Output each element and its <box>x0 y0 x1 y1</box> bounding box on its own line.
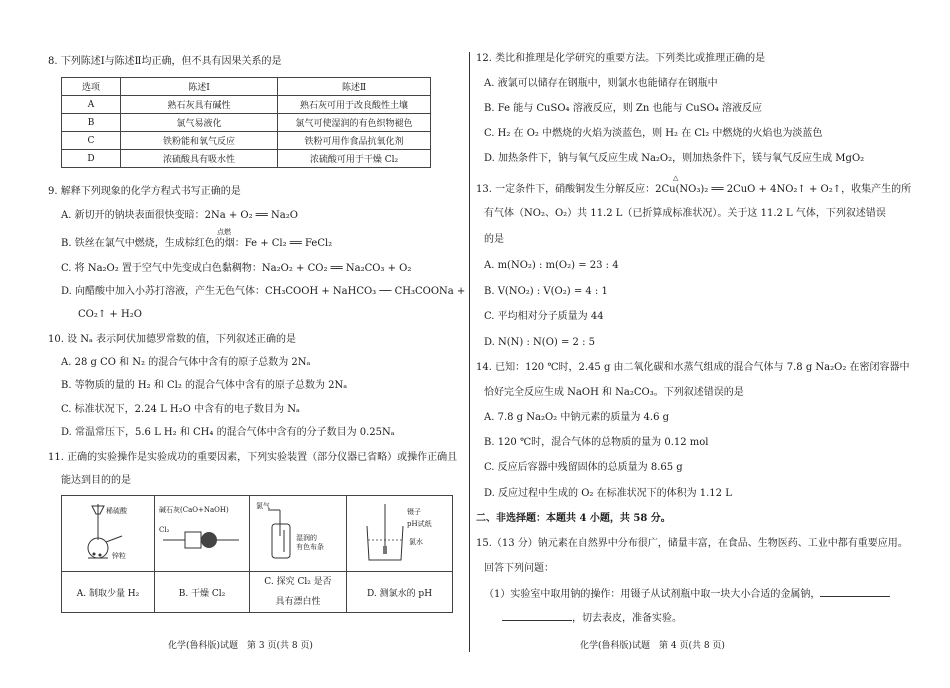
q12-option-b: B. Fe 能与 CuSO₄ 溶液反应，则 Zn 也能与 CuSO₄ 溶液反应 <box>484 103 762 114</box>
q14-stem-cont: 恰好完全反应生成 NaOH 和 Na₂CO₃。下列叙述错误的是 <box>484 387 744 398</box>
caption-a: A. 制取少量 H₂ <box>62 572 155 613</box>
caption-c-line2: 具有漂白性 <box>275 597 321 607</box>
table-cell: C <box>62 132 121 150</box>
q15-stem: 15.（13 分）钠元素在自然界中分布很广，储量丰富，在食品、生物医药、工业中都有重要应用。 <box>476 538 908 549</box>
caption-row <box>62 572 453 613</box>
figure-c <box>250 496 347 572</box>
figure-row <box>62 496 453 572</box>
figure-d <box>347 496 453 572</box>
table-cell: 浓硫酸具有吸水性 <box>121 150 278 168</box>
section-heading: 二、非选择题：本题共 4 小题，共 58 分。 <box>476 513 671 524</box>
q9-option-b: B. 铁丝在氯气中燃烧，生成棕红色的烟：Fe + Cl₂ ══ FeCl₂ <box>61 238 333 249</box>
caption-c-line1: C. 探究 Cl₂ 是否 <box>264 577 332 587</box>
q13-option-a: A. m(NO₂) : m(O₂) = 23 : 4 <box>484 260 619 271</box>
q14-option-c: C. 反应后容器中残留固体的总质量为 8.65 g <box>484 462 683 473</box>
label-dilute-acid: 稀硫酸 <box>106 507 127 515</box>
label-zinc: 锌粒 <box>112 552 126 560</box>
q13-option-d: D. N(N) : N(O) = 2 : 5 <box>484 337 595 348</box>
q9-option-d: D. 向醋酸中加入小苏打溶液，产生无色气体：CH₃COOH + NaHCO₃ ── CH₃COONa + <box>61 286 466 297</box>
q14-option-b: B. 120 ℃时，混合气体的总物质的量为 0.12 mol <box>484 437 709 448</box>
table-cell: B <box>62 114 121 132</box>
caption-b: B. 干燥 Cl₂ <box>155 572 250 613</box>
table-cell: 氯气可使湿润的有色织物褪色 <box>278 114 431 132</box>
q11-stem: 11. 正确的实验操作是实验成功的重要因素，下列实验装置（部分仪器已省略）或操作正确且 <box>48 452 458 463</box>
table-header: 选项 <box>62 78 121 96</box>
label-chlorine-water: 氯水 <box>409 538 423 546</box>
q8-table <box>61 77 431 168</box>
q14-option-d: D. 反应过程中生成的 O₂ 在标准状况下的体积为 1.12 L <box>484 488 732 499</box>
q13-option-c: C. 平均相对分子质量为 44 <box>484 311 604 322</box>
q13-stem: 13. 一定条件下，硝酸铜发生分解反应：2Cu(NO₃)₂ ══ 2CuO + 4NO₂↑ + O₂↑，收集产生的所 <box>476 184 912 195</box>
page-footer-left: 化学(鲁科版)试题 第 3 页(共 8 页) <box>168 641 313 651</box>
q15-part1-text: （1）实验室中取用钠的操作：用镊子从试剂瓶中取一块大小合适的金属钠， <box>484 589 821 600</box>
table-cell: 浓硫酸可用于干燥 Cl₂ <box>278 150 431 168</box>
q10-option-c: C. 标准状况下，2.24 L H₂O 中含有的电子数目为 Nₐ <box>61 404 300 415</box>
table-cell: 氯气易液化 <box>121 114 278 132</box>
q12-stem: 12. 类比和推理是化学研究的重要方法。下列类比或推理正确的是 <box>476 53 766 64</box>
q11-stem-cont: 能达到目的的是 <box>61 475 131 486</box>
table-cell: 铁粉可用作食品抗氧化剂 <box>278 132 431 150</box>
answer-blank[interactable] <box>820 587 890 597</box>
table-cell: 熟石灰具有碱性 <box>121 96 278 114</box>
table-header-row <box>62 78 431 96</box>
label-colored-cloth: 有色布条 <box>296 543 324 551</box>
q11-apparatus-table <box>61 495 453 613</box>
q9-option-a: A. 新切开的钠块表面很快变暗：2Na + O₂ ══ Na₂O <box>61 210 298 221</box>
table-header: 陈述Ⅰ <box>121 78 278 96</box>
table-cell: A <box>62 96 121 114</box>
q10-stem: 10. 设 Nₐ 表示阿伏加德罗常数的值，下列叙述正确的是 <box>48 334 297 345</box>
q13-option-b: B. V(NO₂) : V(O₂) = 4 : 1 <box>484 286 608 297</box>
q14-stem: 14. 已知：120 ℃时，2.45 g 由二氧化碳和水蒸气组成的混合气体与 7.8 g Na₂O₂ 在密闭容器中 <box>476 362 910 373</box>
answer-blank[interactable] <box>502 611 572 621</box>
caption-d: D. 测氯水的 pH <box>347 572 453 613</box>
figure-b <box>155 496 250 572</box>
q10-option-b: B. 等物质的量的 H₂ 和 Cl₂ 的混合气体中含有的原子总数为 2Nₐ <box>61 380 348 391</box>
label-wet: 湿润的 <box>296 534 317 542</box>
figure-a <box>62 496 155 572</box>
q12-option-a: A. 液氯可以储存在钢瓶中，则氯水也能储存在钢瓶中 <box>484 78 718 89</box>
label-ph-paper: pH试纸 <box>407 520 432 528</box>
table-header: 陈述Ⅱ <box>278 78 431 96</box>
label-tweezers: 镊子 <box>407 508 421 516</box>
label-cl2: Cl₂ <box>159 526 170 534</box>
table-row <box>62 114 431 132</box>
q13-stem-cont: 有气体（NO₂、O₂）共 11.2 L（已折算成标准状况）。关于这 11.2 L 气体，下列叙述错误 <box>484 208 886 219</box>
q10-option-a: A. 28 g CO 和 N₂ 的混合气体中含有的原子总数为 2Nₐ <box>61 357 311 368</box>
q8-stem: 8. 下列陈述Ⅰ与陈述Ⅱ均正确，但不具有因果关系的是 <box>48 56 282 67</box>
q9-condition: 点燃 <box>217 228 231 236</box>
q13-stem-cont2: 的是 <box>484 234 504 245</box>
table-cell: D <box>62 150 121 168</box>
q9-option-d-cont: CO₂↑ + H₂O <box>78 309 142 320</box>
table-row <box>62 96 431 114</box>
q15-part1-cont <box>502 611 682 625</box>
table-row <box>62 150 431 168</box>
right-page <box>476 0 950 688</box>
label-soda-lime: 碱石灰(CaO+NaOH) <box>159 506 229 514</box>
q15-prompt: 回答下列问题： <box>484 563 554 574</box>
label-chlorine: 氯气 <box>256 502 270 510</box>
page-footer-right: 化学(鲁科版)试题 第 4 页(共 8 页) <box>580 641 725 651</box>
q13-condition: △ <box>673 174 679 182</box>
q15-part1 <box>484 587 890 601</box>
caption-c <box>250 572 347 613</box>
q12-option-c: C. H₂ 在 O₂ 中燃烧的火焰为淡蓝色，则 H₂ 在 Cl₂ 中燃烧的火焰也为淡蓝色 <box>484 128 823 139</box>
q12-option-d: D. 加热条件下，钠与氧气反应生成 Na₂O₂，则加热条件下，镁与氧气反应生成 MgO₂ <box>484 153 865 164</box>
q9-stem: 9. 解释下列现象的化学方程式书写正确的是 <box>48 186 241 197</box>
q15-part1-cont-text: ，切去表皮，准备实验。 <box>572 613 682 624</box>
q9-option-c: C. 将 Na₂O₂ 置于空气中先变成白色黏稠物：Na₂O₂ + CO₂ ══ Na₂CO₃ + O₂ <box>61 263 412 274</box>
table-cell: 铁粉能和氧气反应 <box>121 132 278 150</box>
beaker-ph-icon <box>347 496 452 568</box>
table-row <box>62 132 431 150</box>
q10-option-d: D. 常温常压下，5.6 L H₂ 和 CH₄ 的混合气体中含有的分子数目为 0.25Nₐ <box>61 427 395 438</box>
table-cell: 熟石灰可用于改良酸性土壤 <box>278 96 431 114</box>
q14-option-a: A. 7.8 g Na₂O₂ 中钠元素的质量为 4.6 g <box>484 412 670 423</box>
